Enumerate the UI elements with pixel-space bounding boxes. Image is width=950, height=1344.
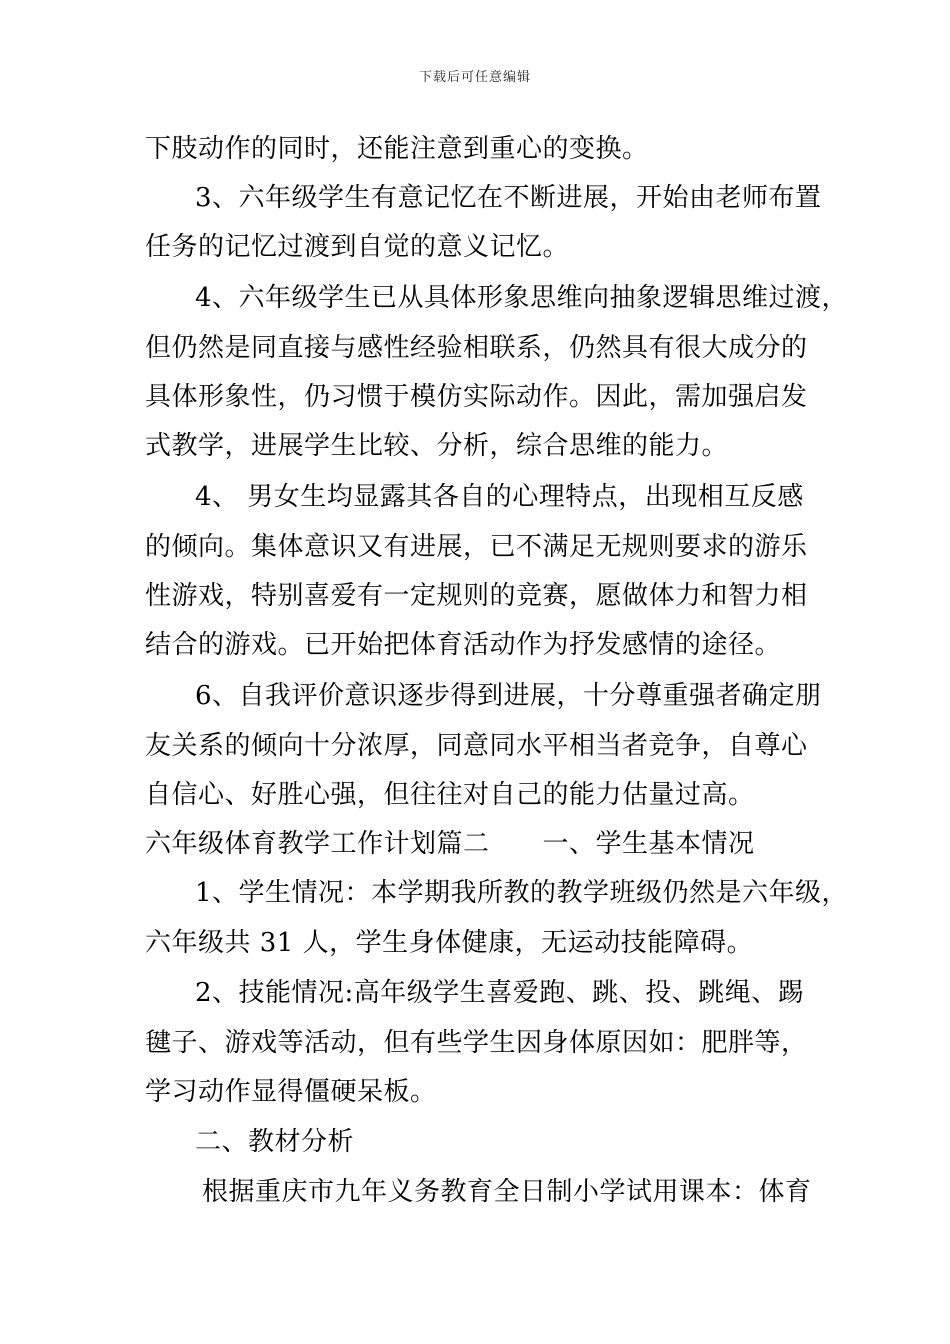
text-line: 具体形象性，仍习惯于模仿实际动作。因此，需加强启发: [145, 382, 808, 412]
text-line: 根据重庆市九年义务教育全日制小学试用课本：体育: [202, 1177, 812, 1207]
text-line: 毽子、游戏等活动，但有些学生因身体原因如：肥胖等，: [145, 1028, 808, 1058]
text-line: 6、自我评价意识逐步得到进展，十分尊重强者确定朋: [195, 681, 822, 711]
text-line: 友关系的倾向十分浓厚，同意同水平相当者竞争，自尊心: [145, 731, 808, 761]
text-line: 式教学，进展学生比较、分析，综合思维的能力。: [145, 431, 729, 461]
text-line: 1、学生情况：本学期我所教的教学班级仍然是六年级，: [195, 878, 849, 908]
text-line: 但仍然是同直接与感性经验相联系，仍然具有很大成分的: [145, 333, 808, 363]
text-line: 性游戏，特别喜爱有一定规则的竞赛，愿做体力和智力相: [145, 581, 808, 611]
text-line: 2、技能情况:高年级学生喜爱跑、跳、投、跳绳、踢: [195, 978, 805, 1008]
text-line: 六年级共 31 人，学生身体健康，无运动技能障碍。: [145, 928, 754, 958]
text-line: 结合的游戏。已开始把体育活动作为抒发感情的途径。: [145, 630, 782, 660]
section-heading-line: 六年级体育教学工作计划篇二 一、学生基本情况: [145, 829, 755, 859]
text-line: 自信心、好胜心强，但往往对自己的能力估量过高。: [145, 780, 755, 810]
text-line: 任务的记忆过渡到自觉的意义记忆。: [145, 232, 570, 262]
text-line: 学习动作显得僵硬呆板。: [145, 1077, 437, 1107]
text-line: 4、六年级学生已从具体形象思维向抽象逻辑思维过渡，: [195, 283, 849, 313]
text-line: 4、 男女生均显露其各自的心理特点，出现相互反感: [195, 482, 804, 512]
page-header: 下载后可任意编辑: [418, 70, 531, 85]
text-line: 下肢动作的同时，还能注意到重心的变换。: [145, 134, 649, 164]
text-line: 的倾向。集体意识又有进展，已不满足无规则要求的游乐: [145, 532, 808, 562]
section-heading-line: 二、教材分析: [195, 1127, 355, 1157]
text-line: 3、六年级学生有意记忆在不断进展，开始由老师布置: [195, 183, 822, 213]
